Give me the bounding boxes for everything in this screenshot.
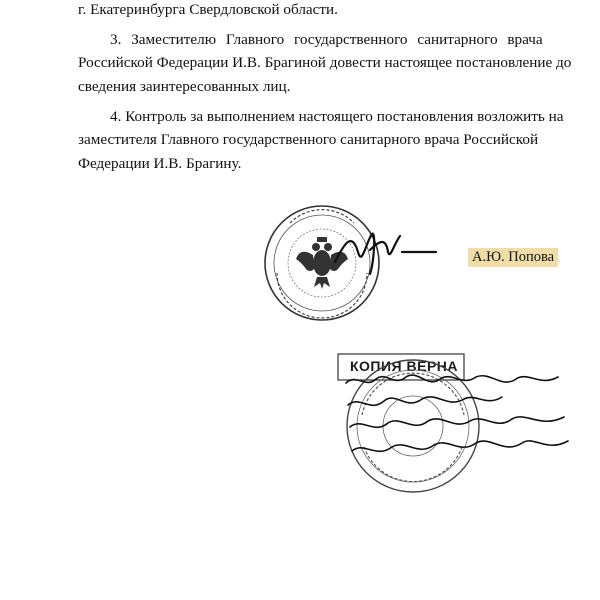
text-line-1: г. Екатеринбурга Свердловской области. xyxy=(78,1,338,18)
text-line-3: Российской Федерации И.В. Брагиной довести настоящее постановление до xyxy=(78,54,572,71)
signer-name: А.Ю. Попова xyxy=(468,248,558,267)
text-line-7: Федерации И.В. Брагину. xyxy=(78,155,242,172)
text-line-6: заместителя Главного государственного санитарного врача Российской xyxy=(78,131,539,148)
text-line-2: 3. Заместителю Главного государственного санитарного врача xyxy=(110,31,543,48)
handwritten-note xyxy=(336,365,576,465)
signature xyxy=(330,222,440,282)
copy-stamp-label: КОПИЯ ВЕРНА xyxy=(350,358,459,374)
text-line-5: 4. Контроль за выполнением настоящего постановления возложить на xyxy=(110,108,564,125)
text-line-4: сведения заинтересованных лиц. xyxy=(78,78,291,95)
